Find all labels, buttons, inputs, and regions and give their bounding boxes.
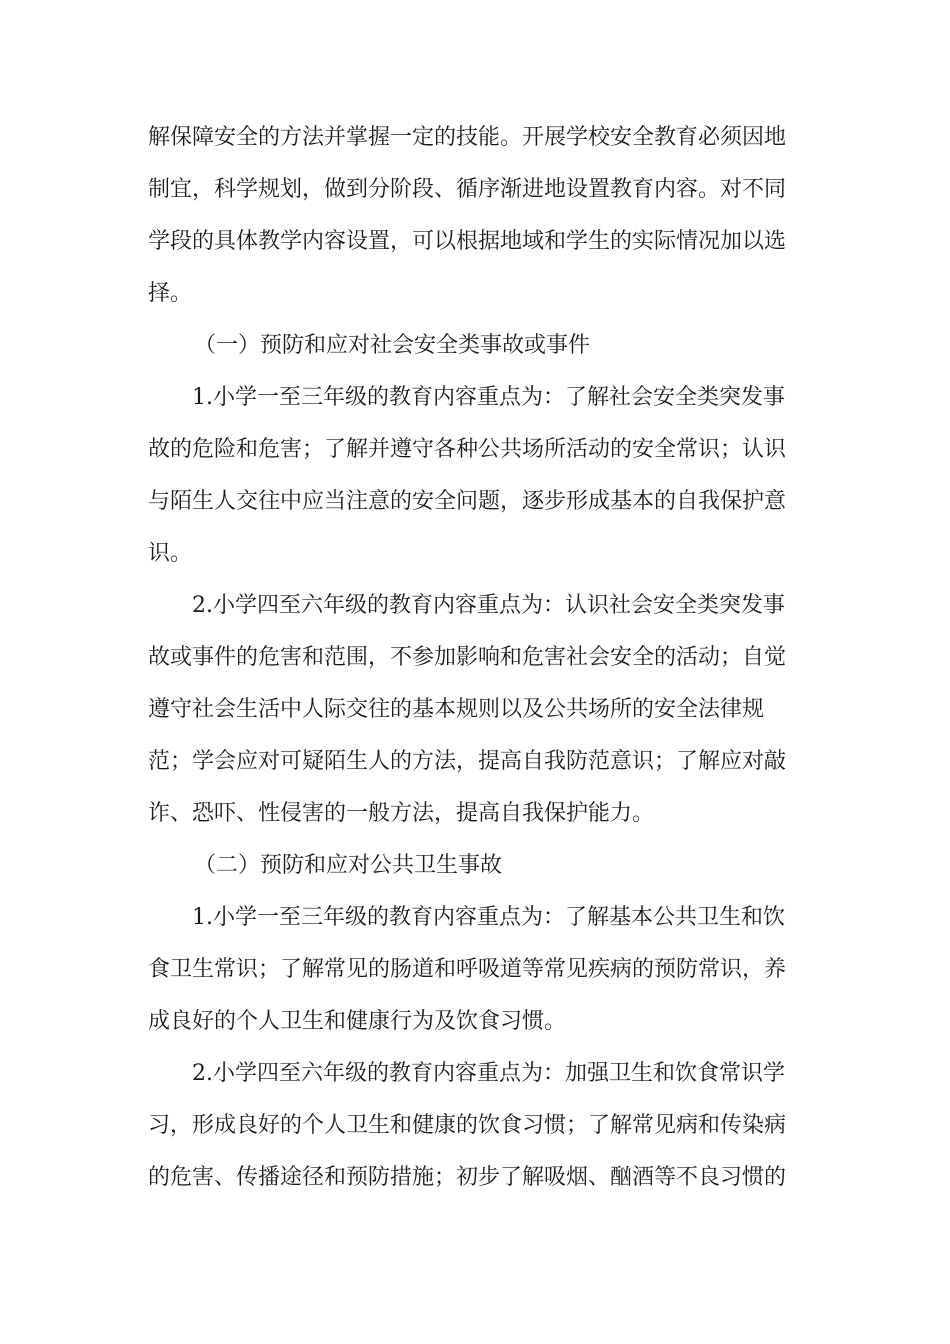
body-line: 2.小学四至六年级的教育内容重点为：加强卫生和饮食常识学 xyxy=(192,1061,785,1086)
body-line: 食卫生常识；了解常见的肠道和呼吸道等常见疾病的预防常识，养 xyxy=(148,957,787,982)
body-line: 1.小学一至三年级的教育内容重点为：了解社会安全类突发事 xyxy=(192,385,785,410)
body-line: 择。 xyxy=(148,281,193,306)
body-line: 范；学会应对可疑陌生人的方法，提高自我防范意识；了解应对敲 xyxy=(148,749,787,774)
body-line: 故或事件的危害和范围，不参加影响和危害社会安全的活动；自觉 xyxy=(148,645,787,670)
section-heading-2: （二）预防和应对公共卫生事故 xyxy=(194,853,503,878)
body-line: 1.小学一至三年级的教育内容重点为：了解基本公共卫生和饮 xyxy=(192,905,785,930)
body-line: 2.小学四至六年级的教育内容重点为：认识社会安全类突发事 xyxy=(192,593,785,618)
body-line: 制宜，科学规划，做到分阶段、循序渐进地设置教育内容。对不同 xyxy=(148,177,787,202)
body-line: 习，形成良好的个人卫生和健康的饮食习惯；了解常见病和传染病 xyxy=(148,1113,787,1138)
body-line: 的危害、传播途径和预防措施；初步了解吸烟、酗酒等不良习惯的 xyxy=(148,1165,787,1190)
document-body xyxy=(148,112,808,1204)
body-line: 故的危险和危害；了解并遵守各种公共场所活动的安全常识；认识 xyxy=(148,437,787,462)
body-line: 遵守社会生活中人际交往的基本规则以及公共场所的安全法律规 xyxy=(148,697,765,722)
body-line: 识。 xyxy=(148,541,193,566)
body-line: 与陌生人交往中应当注意的安全问题，逐步形成基本的自我保护意 xyxy=(148,489,787,514)
body-line: 诈、恐吓、性侵害的一般方法，提高自我保护能力。 xyxy=(148,801,655,826)
body-line: 学段的具体教学内容设置，可以根据地域和学生的实际情况加以选 xyxy=(148,229,787,254)
section-heading-1: （一）预防和应对社会安全类事故或事件 xyxy=(194,333,591,358)
body-line: 解保障安全的方法并掌握一定的技能。开展学校安全教育必须因地 xyxy=(148,125,787,150)
body-line: 成良好的个人卫生和健康行为及饮食习惯。 xyxy=(148,1009,567,1034)
